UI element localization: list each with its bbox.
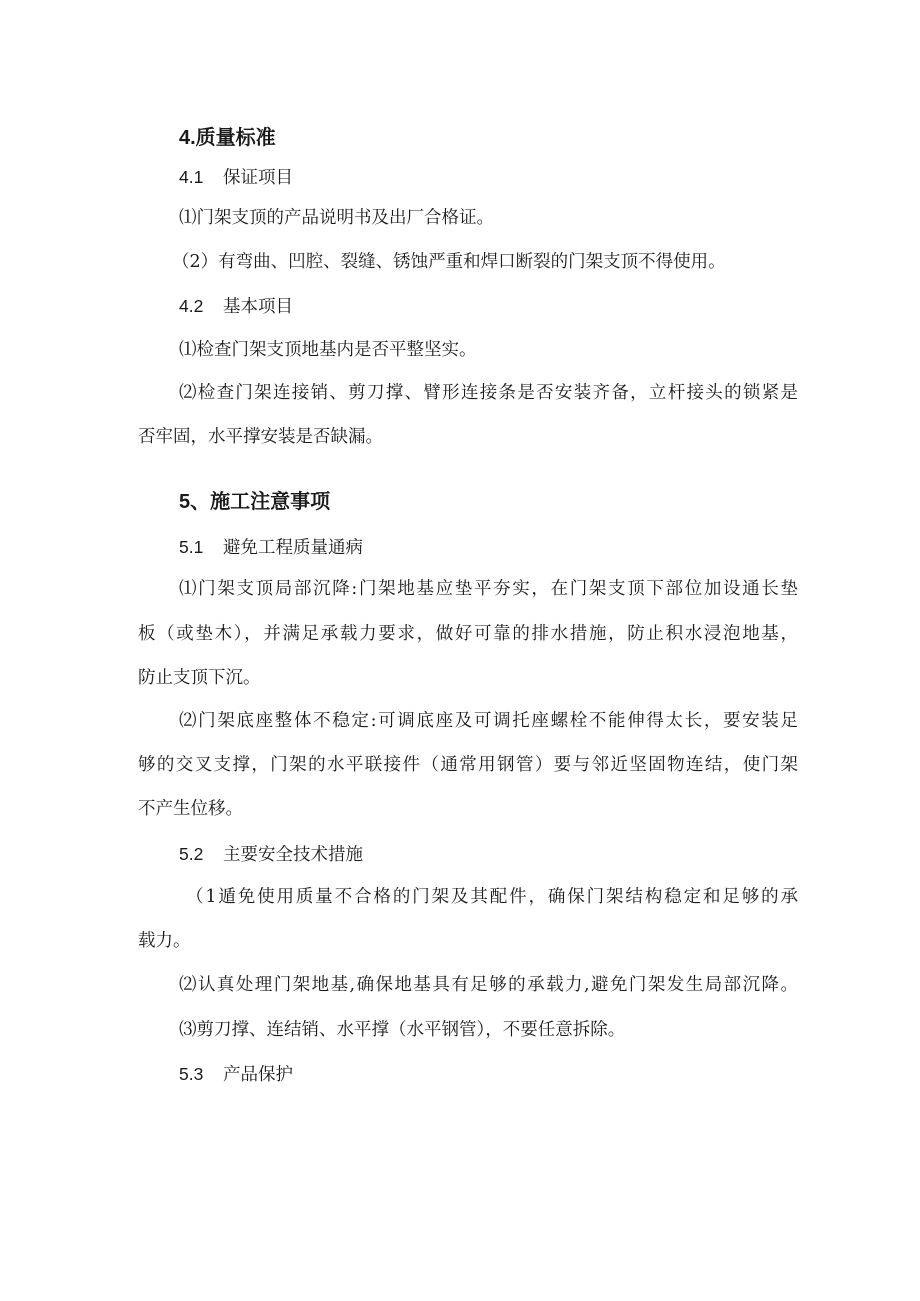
paragraph-5-1-1-line3: 防止支顶下沉。 [138, 668, 261, 688]
subsection-title: 保证项目 [223, 168, 293, 188]
paragraph-5-2-1-line1: （1遁免使用质量不合格的门架及其配件，确保门架结构稳定和足够的承 [186, 887, 798, 907]
paragraph-5-1-2-line3: 不产生位移。 [138, 799, 243, 819]
subsection-number: 4.2 [179, 296, 204, 316]
subsection-5-1-heading [179, 535, 839, 560]
paragraph-4-2-2-line1: ⑵检查门架连接销、剪刀撑、臂形连接条是否安装齐备，立杆接头的锁紧是 [179, 383, 798, 403]
paragraph-5-2-1-line2: 载力。 [138, 931, 191, 951]
paragraph-4-2-1: ⑴检查门架支顶地基内是否平整坚实。 [179, 340, 477, 360]
subsection-number: 5.3 [179, 1064, 204, 1084]
paragraph-5-1-1-line2: 板（或垫木），并满足承载力要求，做好可靠的排水措施，防止积水浸泡地基， [138, 624, 798, 644]
paragraph-5-2-3: ⑶剪刀撑、连结销、水平撑（水平钢管），不要任意拆除。 [179, 1020, 626, 1040]
subsection-number: 4.1 [179, 167, 204, 187]
section-4-heading: 4.质量标准 [179, 127, 276, 149]
paragraph-4-1-2: （2）有弯曲、凹腔、裂缝、锈蚀严重和焊口断裂的门架支顶不得使用。 [172, 252, 726, 272]
subsection-number: 5.1 [179, 537, 204, 557]
subsection-4-2-heading [179, 294, 839, 319]
paragraph-5-2-2: ⑵认真处理门架地基,确保地基具有足够的承载力,避免门架发生局部沉降。 [179, 975, 798, 995]
subsection-title: 产品保护 [223, 1065, 293, 1085]
paragraph-5-1-2-line1: ⑵门架底座整体不稳定:可调底座及可调托座螺栓不能伸得太长，要安装足 [179, 711, 798, 731]
section-5-heading: 5、施工注意事项 [179, 491, 331, 513]
paragraph-4-1-1: ⑴门架支顶的产品说明书及出厂合格证。 [179, 208, 494, 228]
subsection-title: 主要安全技术措施 [223, 845, 363, 865]
paragraph-4-2-2-line2: 否牢固，水平撑安装是否缺漏。 [138, 427, 383, 447]
subsection-title: 基本项目 [223, 297, 293, 317]
subsection-title: 避免工程质量通病 [223, 538, 363, 558]
subsection-number: 5.2 [179, 844, 204, 864]
subsection-5-3-heading [179, 1062, 839, 1087]
paragraph-5-1-2-line2: 够的交叉支撑，门架的水平联接件（通常用钢管）要与邻近坚固物连结，使门架 [138, 755, 798, 775]
subsection-5-2-heading [179, 842, 839, 867]
paragraph-5-1-1-line1: ⑴门架支顶局部沉降:门架地基应垫平夯实，在门架支顶下部位加设通长垫 [179, 579, 798, 599]
subsection-4-1-heading [179, 165, 839, 190]
